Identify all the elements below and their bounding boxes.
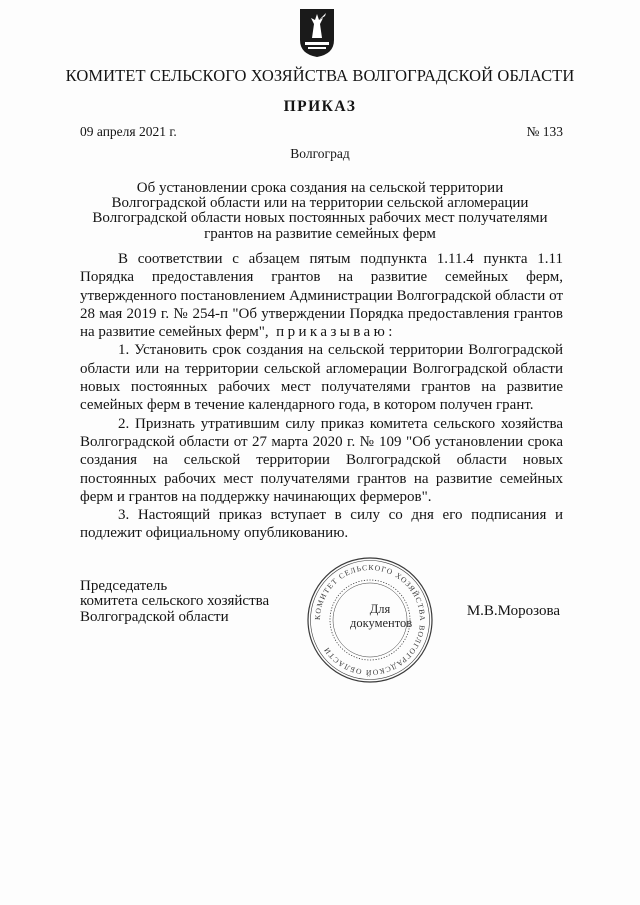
order-title: ПРИКАЗ bbox=[283, 98, 357, 115]
stamp-center-line: Для bbox=[369, 602, 391, 616]
preamble-text: В соответствии с абзацем пятым подпункта 1.11.4 пункта 1.11 Порядка предоставления грантов на развитие семейных ферм, утвержденного постановлением Администрации Волгоградской области от 28 мая 2019 г. № 254-п "Об утверждении Порядка предоставления грантов на развитие семейных ферм", bbox=[80, 251, 563, 341]
stamp-center bbox=[350, 602, 413, 636]
signer-name: М.В.Морозова bbox=[466, 603, 560, 619]
order-number: № 133 bbox=[526, 124, 563, 139]
signer-position-line: Волгоградской области bbox=[80, 608, 229, 625]
signer-position-line: комитета сельского хозяйства bbox=[80, 593, 270, 610]
signer-position-line: Председатель bbox=[80, 578, 168, 594]
committee-name: КОМИТЕТ СЕЛЬСКОГО ХОЗЯЙСТВА ВОЛГОГРАДСКОЙ ОБЛАСТИ bbox=[65, 66, 575, 85]
signer-position bbox=[80, 579, 269, 625]
subject-line: Об установлении срока создания на сельской территории bbox=[136, 180, 504, 196]
stamp-ring-text: КОМИТЕТ СЕЛЬСКОГО ХОЗЯЙСТВА ВОЛГОГРАДСКОЙ ОБЛАСТИ bbox=[312, 562, 428, 678]
volgograd-emblem-icon bbox=[299, 8, 335, 58]
subject-line: грантов на развитие семейных ферм bbox=[204, 225, 436, 242]
stamp-center-line: документов bbox=[350, 616, 413, 630]
order-subject bbox=[80, 181, 560, 242]
city-name: Волгоград bbox=[290, 146, 350, 161]
order-item-2: 2. Признать утратившим силу приказ комитета сельского хозяйства Волгоградской области от 27 марта 2020 г. № 109 "Об установлении срока создания на сельской территории Волгоградской области новых постоянных рабочих мест получателями грантов на развитие семейных ферм и грантов на поддержку начинающих фермеров". bbox=[80, 415, 563, 505]
subject-line: Волгоградской области или на территории сельской агломерации bbox=[111, 195, 529, 212]
decree-word: приказываю: bbox=[276, 324, 396, 341]
order-item-3: 3. Настоящий приказ вступает в силу со дня его подписания и подлежит официальному опубликованию. bbox=[80, 507, 563, 542]
order-body bbox=[80, 250, 563, 543]
preamble-paragraph bbox=[80, 250, 563, 341]
order-date: 09 апреля 2021 г. bbox=[80, 124, 177, 139]
order-item-1: 1. Установить срок создания на сельской территории Волгоградской области или на территории сельской агломерации Волгоградской области новых постоянных рабочих мест получателями грантов на развитие семейных ферм в течение календарного года, в котором получен грант. bbox=[80, 342, 563, 414]
subject-line: Волгоградской области новых постоянных рабочих мест получателями bbox=[92, 210, 548, 227]
official-stamp bbox=[306, 556, 434, 684]
